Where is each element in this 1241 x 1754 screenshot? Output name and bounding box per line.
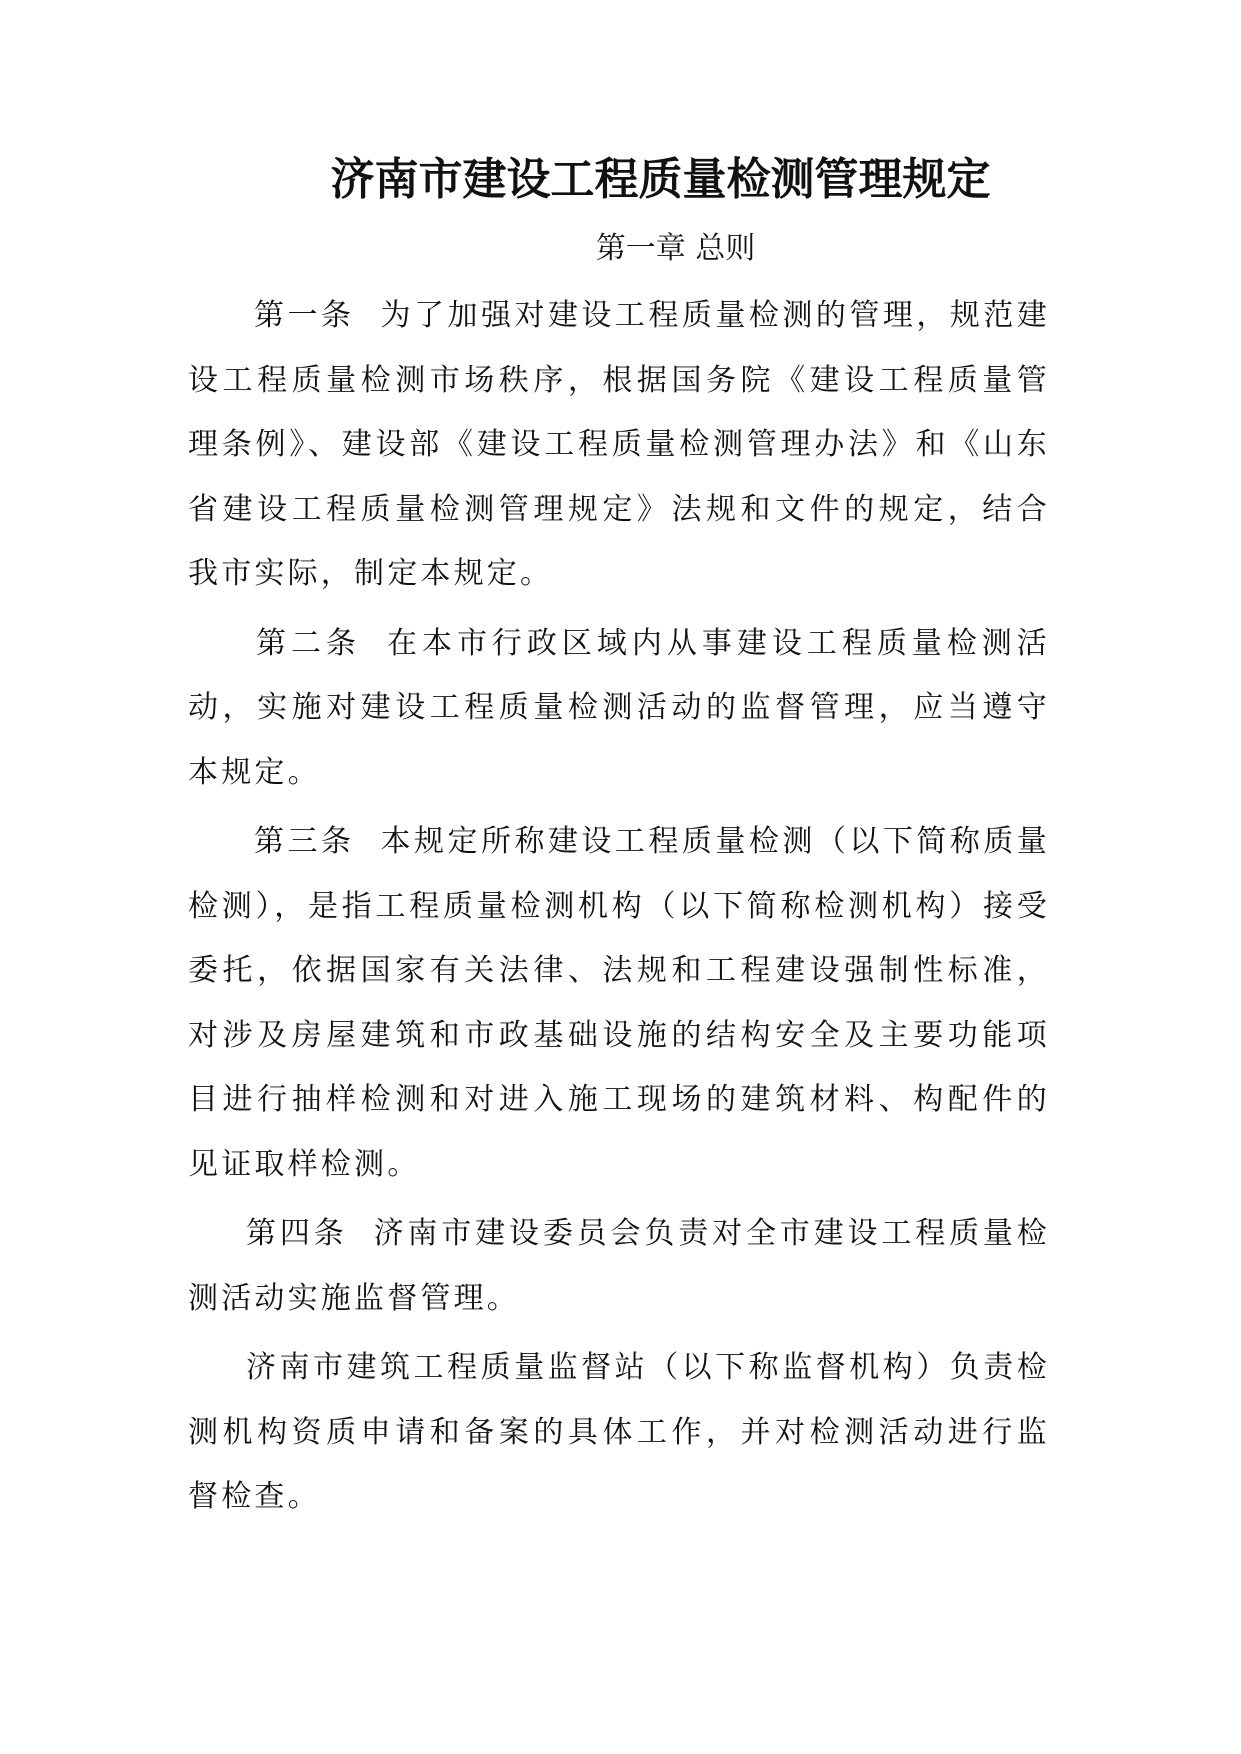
- article-1: [188, 284, 1050, 607]
- article-1-text: 为了加强对建设工程质量检测的管理，规范建设工程质量检测市场秩序，根据国务院《建设工程质量管理条例》、建设部《建设工程质量检测管理办法》和《山东省建设工程质量检测管理规定》法规和文件的规定，结合我市实际，制定本规定。: [188, 298, 1051, 591]
- article-4: [188, 1202, 1050, 1331]
- article-4-paragraph-2-text: 济南市建筑工程质量监督站（以下称监督机构）负责检测机构资质申请和备案的具体工作，并对检测活动进行监督检查。: [188, 1350, 1050, 1514]
- article-3: [188, 810, 1050, 1197]
- document-title: 济南市建设工程质量检测管理规定: [330, 154, 991, 205]
- chapter-heading: 第一章 总则: [595, 231, 756, 266]
- article-4-text: 济南市建设委员会负责对全市建设工程质量检测活动实施监督管理。: [188, 1216, 1050, 1316]
- article-1-label: 第一条: [254, 298, 355, 333]
- article-3-label: 第三条: [254, 824, 355, 859]
- article-2-text: 在本市行政区域内从事建设工程质量检测活动，实施对建设工程质量检测活动的监督管理，应当遵守本规定。: [188, 625, 1050, 790]
- article-2: [188, 612, 1050, 806]
- article-3-text: 本规定所称建设工程质量检测（以下简称质量检测），是指工程质量检测机构（以下简称检测机构）接受委托，依据国家有关法律、法规和工程建设强制性标准，对涉及房屋建筑和市政基础设施的结构安全及主要功能项目进行抽样检测和对进入施工现场的建筑材料、构配件的见证取样检测。: [188, 824, 1051, 1182]
- article-2-label: 第二条: [256, 625, 361, 661]
- article-4-paragraph-2: [188, 1336, 1050, 1530]
- article-4-label: 第四条: [246, 1216, 348, 1251]
- document-body: [188, 284, 1050, 1535]
